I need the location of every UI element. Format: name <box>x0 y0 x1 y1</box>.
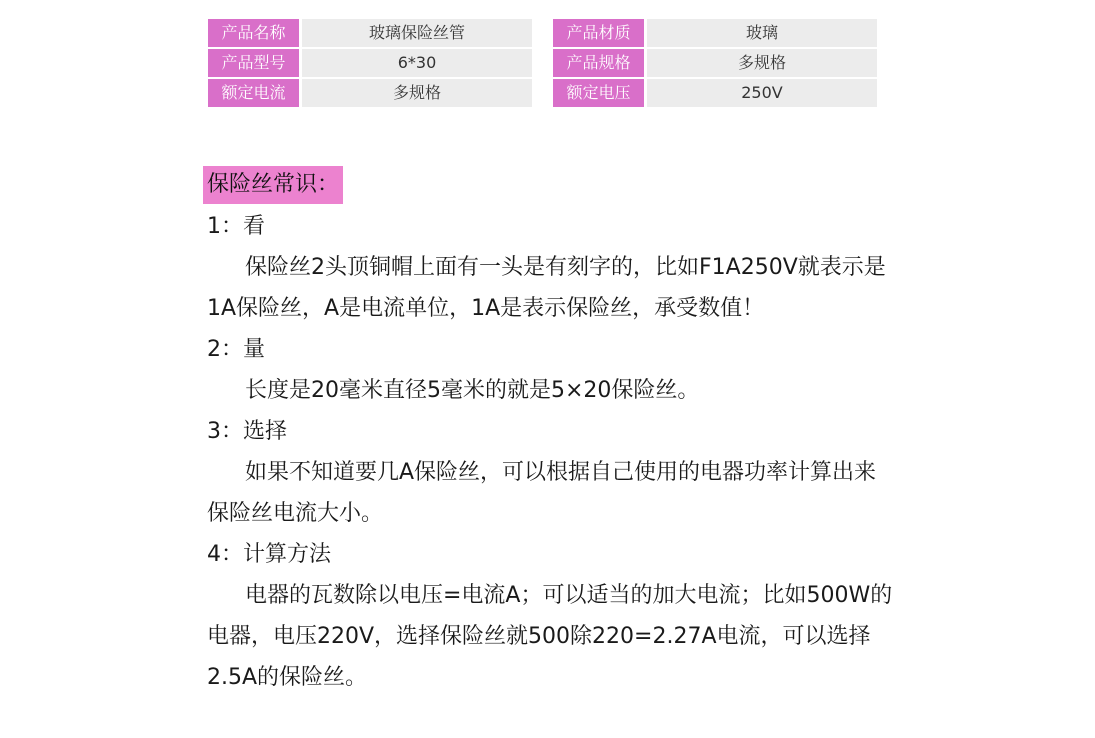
spec-table-right <box>553 19 877 109</box>
spec-row <box>208 79 532 109</box>
spec-label: 产品型号 <box>208 49 299 77</box>
spec-row <box>208 49 532 79</box>
note-body: 电器的瓦数除以电压=电流A；可以适当的加大电流；比如500W的电器，电压220V，选择保险丝就500除220=2.27A电流，可以选择2.5A的保险丝。 <box>207 583 893 690</box>
spec-value: 多规格 <box>302 79 532 107</box>
spec-row <box>553 49 877 79</box>
spec-value: 玻璃保险丝管 <box>302 19 532 47</box>
spec-label: 额定电压 <box>553 79 644 107</box>
spec-value: 6*30 <box>302 49 532 77</box>
note-body: 如果不知道要几A保险丝，可以根据自己使用的电器功率计算出来保险丝电流大小。 <box>207 460 877 526</box>
note-title: 3：选择 <box>207 419 287 444</box>
spec-value: 玻璃 <box>647 19 877 47</box>
spec-label: 产品材质 <box>553 19 644 47</box>
note-body: 长度是20毫米直径5毫米的就是5×20保险丝。 <box>245 378 700 403</box>
fuse-notes <box>207 206 897 698</box>
spec-label: 额定电流 <box>208 79 299 107</box>
note-title: 1：看 <box>207 214 265 239</box>
note-title: 2：量 <box>207 337 265 362</box>
spec-value: 250V <box>647 79 877 107</box>
spec-row <box>208 19 532 49</box>
spec-table-left <box>208 19 532 109</box>
note-title: 4：计算方法 <box>207 542 331 567</box>
spec-label: 产品名称 <box>208 19 299 47</box>
spec-label: 产品规格 <box>553 49 644 77</box>
spec-value: 多规格 <box>647 49 877 77</box>
notes-heading: 保险丝常识： <box>203 166 343 204</box>
spec-row <box>553 19 877 49</box>
note-body: 保险丝2头顶铜帽上面有一头是有刻字的，比如F1A250V就表示是1A保险丝，A是电流单位，1A是表示保险丝，承受数值！ <box>207 255 886 321</box>
spec-row <box>553 79 877 109</box>
